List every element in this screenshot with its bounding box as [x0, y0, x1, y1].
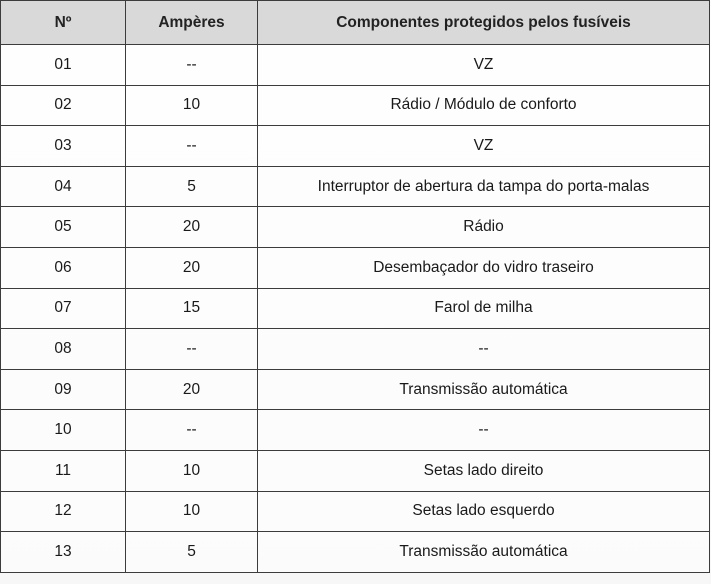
cell-number: 10	[1, 410, 126, 451]
cell-component: Transmissão automática	[258, 532, 710, 573]
cell-component: --	[258, 410, 710, 451]
table-row	[1, 329, 710, 370]
cell-number: 12	[1, 491, 126, 532]
cell-number: 05	[1, 207, 126, 248]
cell-number: 08	[1, 329, 126, 370]
cell-amperes: --	[126, 45, 258, 86]
table-row	[1, 207, 710, 248]
cell-component: Desembaçador do vidro traseiro	[258, 247, 710, 288]
header-number: Nº	[1, 1, 126, 45]
table-body	[1, 45, 710, 573]
header-amperes: Ampères	[126, 1, 258, 45]
cell-amperes: --	[126, 410, 258, 451]
table-row	[1, 288, 710, 329]
cell-amperes: 5	[126, 532, 258, 573]
cell-amperes: 10	[126, 450, 258, 491]
cell-amperes: 15	[126, 288, 258, 329]
cell-component: Interruptor de abertura da tampa do porta-malas	[258, 166, 710, 207]
table-row	[1, 247, 710, 288]
cell-component: --	[258, 329, 710, 370]
cell-number: 04	[1, 166, 126, 207]
cell-component: VZ	[258, 126, 710, 167]
table-row	[1, 410, 710, 451]
cell-component: Rádio	[258, 207, 710, 248]
cell-component: Setas lado direito	[258, 450, 710, 491]
cell-number: 06	[1, 247, 126, 288]
table-row	[1, 45, 710, 86]
table-header	[1, 1, 710, 45]
header-components: Componentes protegidos pelos fusíveis	[258, 1, 710, 45]
cell-amperes: 20	[126, 207, 258, 248]
cell-number: 02	[1, 85, 126, 126]
cell-amperes: --	[126, 126, 258, 167]
cell-number: 07	[1, 288, 126, 329]
table-row	[1, 532, 710, 573]
table-row	[1, 450, 710, 491]
cell-number: 13	[1, 532, 126, 573]
cell-component: VZ	[258, 45, 710, 86]
cell-amperes: --	[126, 329, 258, 370]
cell-component: Setas lado esquerdo	[258, 491, 710, 532]
header-row	[1, 1, 710, 45]
cell-amperes: 5	[126, 166, 258, 207]
cell-component: Transmissão automática	[258, 369, 710, 410]
cell-component: Farol de milha	[258, 288, 710, 329]
cell-number: 03	[1, 126, 126, 167]
cell-amperes: 10	[126, 85, 258, 126]
table-row	[1, 126, 710, 167]
cell-amperes: 20	[126, 369, 258, 410]
table-row	[1, 491, 710, 532]
cell-number: 09	[1, 369, 126, 410]
cell-amperes: 10	[126, 491, 258, 532]
cell-amperes: 20	[126, 247, 258, 288]
table-row	[1, 369, 710, 410]
table-row	[1, 85, 710, 126]
cell-component: Rádio / Módulo de conforto	[258, 85, 710, 126]
cell-number: 11	[1, 450, 126, 491]
cell-number: 01	[1, 45, 126, 86]
table-row	[1, 166, 710, 207]
